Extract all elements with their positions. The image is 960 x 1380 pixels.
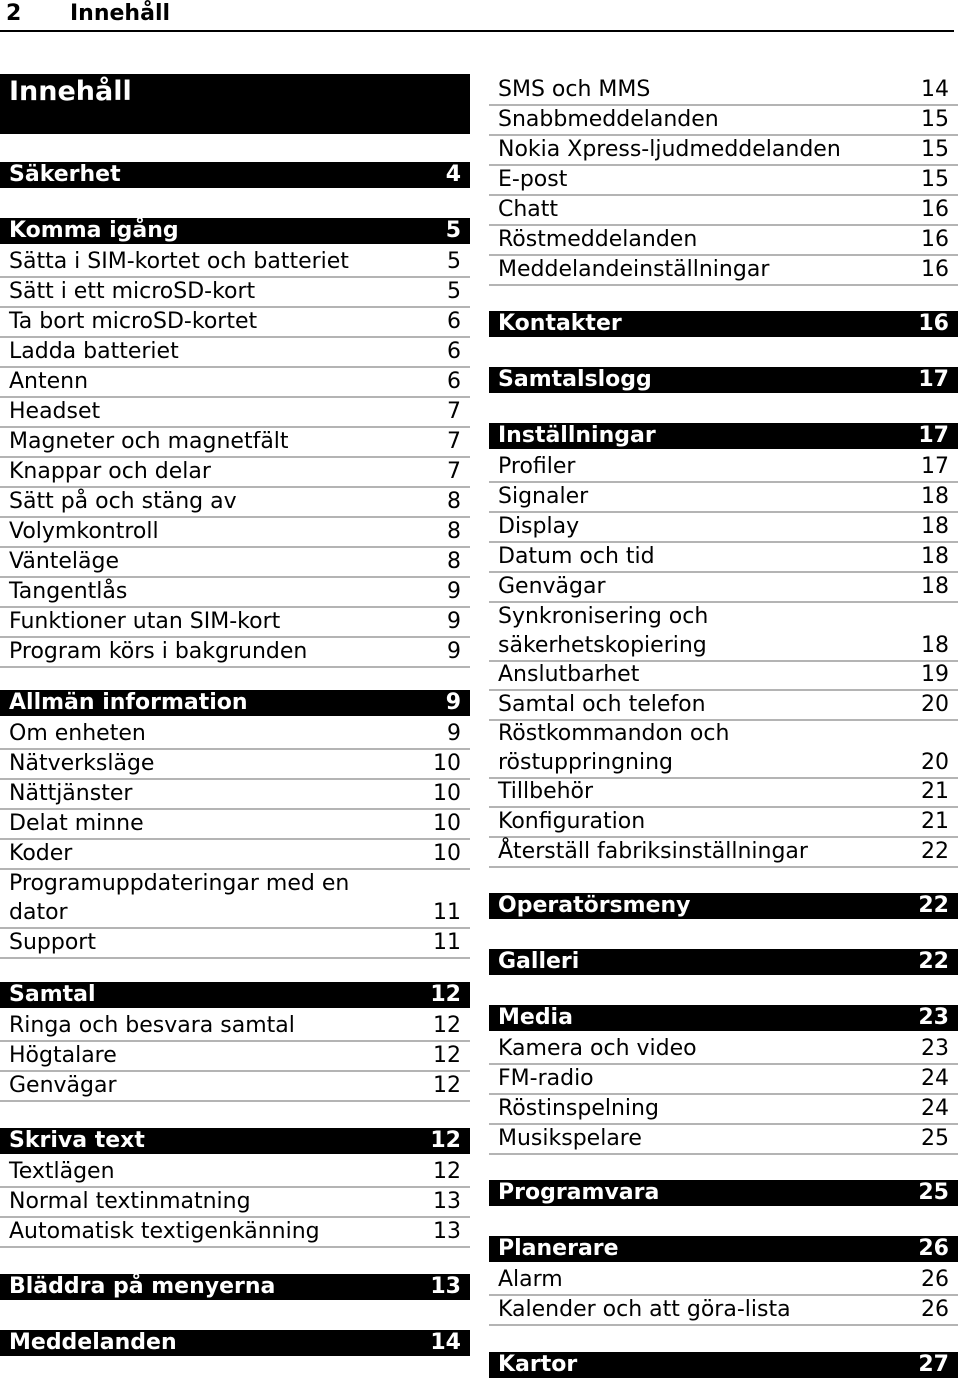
toc-entry <box>0 488 470 518</box>
toc-page-number: 13 <box>430 1274 461 1299</box>
toc-page-number: 9 <box>445 690 461 715</box>
toc-page-number: 6 <box>447 309 461 334</box>
toc-section-label: Galleri <box>498 949 580 974</box>
toc-entry-label: Röstkommandon och röstuppringning <box>498 721 730 775</box>
toc-entry <box>489 808 958 838</box>
toc-entry-label: Programuppdateringar med en dator <box>9 871 350 925</box>
toc-entry <box>489 196 958 226</box>
toc-page-number: 26 <box>921 1267 949 1292</box>
toc-entry-label: SMS och MMS <box>498 77 651 102</box>
toc-entry-label: Återställ fabriksinställningar <box>498 839 808 864</box>
toc-page-number: 18 <box>921 574 949 599</box>
toc-page-number: 7 <box>447 459 461 484</box>
toc-section-label: Säkerhet <box>9 162 121 187</box>
toc-entry-label: Antenn <box>9 369 89 394</box>
toc-entry-label: E-post <box>498 167 568 192</box>
toc-page-number: 24 <box>921 1066 949 1091</box>
toc-page-number: 13 <box>433 1189 461 1214</box>
toc-page-number: 14 <box>430 1330 461 1355</box>
toc-page-number: 27 <box>918 1352 949 1377</box>
toc-section-label: Operatörsmeny <box>498 893 691 918</box>
toc-entry <box>489 661 958 691</box>
toc-section-heading <box>0 1330 470 1356</box>
toc-entry <box>0 278 470 308</box>
toc-entry <box>489 483 958 513</box>
toc-page-number: 12 <box>433 1013 461 1038</box>
toc-entry-label: Tangentlås <box>9 579 128 604</box>
toc-entry-label: Om enheten <box>9 721 146 746</box>
toc-entry-label: Magneter och magnetfält <box>9 429 289 454</box>
toc-entry-label: Sätta i SIM-kortet och batteriet <box>9 249 349 274</box>
toc-page-number: 19 <box>921 662 949 687</box>
toc-page-number: 20 <box>921 750 949 775</box>
toc-entry-label: Röstinspelning <box>498 1096 659 1121</box>
toc-entry <box>489 691 958 721</box>
toc-section-label: Media <box>498 1005 573 1030</box>
toc-section-heading <box>489 1005 958 1031</box>
toc-page-number: 8 <box>447 489 461 514</box>
toc-section-label: Samtalslogg <box>498 367 652 392</box>
toc-entry-label: Knappar och delar <box>9 459 211 484</box>
toc-page-number: 10 <box>433 841 461 866</box>
toc-title: Innehåll <box>0 74 470 134</box>
toc-entry <box>489 838 958 868</box>
toc-entry-label: Meddelandeinställningar <box>498 257 770 282</box>
toc-page-number: 7 <box>447 399 461 424</box>
toc-entry <box>0 870 470 929</box>
toc-entry <box>489 1035 958 1065</box>
toc-entry-label: Profiler <box>498 454 576 479</box>
toc-entry-label: Volymkontroll <box>9 519 159 544</box>
toc-entry-label: Chatt <box>498 197 559 222</box>
toc-section-heading <box>489 1352 958 1378</box>
toc-page-number: 15 <box>921 167 949 192</box>
page-header <box>0 0 954 32</box>
toc-entry <box>489 106 958 136</box>
toc-section-heading <box>0 1274 470 1300</box>
toc-page-number: 13 <box>433 1219 461 1244</box>
toc-page-number: 16 <box>918 311 949 336</box>
toc-entry <box>0 840 470 870</box>
toc-entry-label: Normal textinmatning <box>9 1189 251 1214</box>
toc-entry <box>0 608 470 638</box>
toc-entry <box>0 810 470 840</box>
toc-section-label: Kontakter <box>498 311 622 336</box>
header-title: Innehåll <box>70 1 171 26</box>
toc-section-label: Programvara <box>498 1180 660 1205</box>
toc-entry-label: Display <box>498 514 580 539</box>
toc-page-number: 9 <box>447 639 461 664</box>
toc-entry <box>0 1012 470 1042</box>
toc-page-number: 24 <box>921 1096 949 1121</box>
toc-page-number: 11 <box>433 930 461 955</box>
toc-page-number: 7 <box>447 429 461 454</box>
toc-entry-label: Kamera och video <box>498 1036 697 1061</box>
toc-entry-label: Datum och tid <box>498 544 655 569</box>
toc-entry <box>489 1125 958 1155</box>
toc-entry <box>0 1158 470 1188</box>
toc-entry-label: Funktioner utan SIM-kort <box>9 609 281 634</box>
toc-page-number: 14 <box>921 77 949 102</box>
toc-entry-label: Konfiguration <box>498 809 646 834</box>
toc-page-number: 9 <box>447 609 461 634</box>
toc-section-label: Inställningar <box>498 423 656 448</box>
toc-page-number: 17 <box>918 367 949 392</box>
toc-page-number: 16 <box>921 257 949 282</box>
toc-entry <box>489 778 958 808</box>
toc-entry-label: FM-radio <box>498 1066 594 1091</box>
toc-entry-label: Support <box>9 930 96 955</box>
toc-page-number: 9 <box>447 721 461 746</box>
toc-entry <box>0 638 470 668</box>
page-number: 2 <box>6 1 22 26</box>
toc-entry-label: Koder <box>9 841 73 866</box>
toc-entry-label: Sätt i ett microSD-kort <box>9 279 256 304</box>
toc-page-number: 18 <box>921 514 949 539</box>
toc-page-number: 21 <box>921 779 949 804</box>
toc-entry <box>489 543 958 573</box>
toc-entry-label: Vänteläge <box>9 549 120 574</box>
toc-entry <box>489 1065 958 1095</box>
toc-page-number: 8 <box>447 519 461 544</box>
toc-page-number: 25 <box>918 1180 949 1205</box>
toc-page-number: 18 <box>921 544 949 569</box>
toc-entry-label: Nättjänster <box>9 781 133 806</box>
toc-entry <box>489 136 958 166</box>
toc-page-number: 9 <box>447 579 461 604</box>
toc-section-heading <box>489 893 958 919</box>
toc-page-number: 4 <box>445 162 461 187</box>
toc-entry-label: Synkronisering och säkerhetskopiering <box>498 604 709 658</box>
toc-section-heading <box>489 1236 958 1262</box>
toc-page-number: 15 <box>921 107 949 132</box>
toc-page-number: 5 <box>447 249 461 274</box>
toc-entry <box>0 428 470 458</box>
toc-entry-label: Sätt på och stäng av <box>9 489 237 514</box>
toc-entry <box>0 1218 470 1248</box>
toc-entry <box>489 720 958 779</box>
toc-page-number: 6 <box>447 369 461 394</box>
toc-section-label: Samtal <box>9 982 96 1007</box>
toc-section-heading <box>0 982 470 1008</box>
toc-entry <box>0 1072 470 1102</box>
toc-page-number: 6 <box>447 339 461 364</box>
toc-section-label: Kartor <box>498 1352 578 1377</box>
toc-section-label: Komma igång <box>9 218 179 243</box>
toc-page-number: 26 <box>921 1297 949 1322</box>
toc-entry <box>0 1042 470 1072</box>
toc-entry <box>0 1188 470 1218</box>
toc-entry-label: Automatisk textigenkänning <box>9 1219 320 1244</box>
toc-entry-label: Ta bort microSD-kortet <box>9 309 258 334</box>
toc-entry-label: Signaler <box>498 484 589 509</box>
toc-entry <box>0 338 470 368</box>
toc-section-heading <box>0 690 470 716</box>
toc-entry-label: Tillbehör <box>498 779 594 804</box>
toc-page-number: 18 <box>921 484 949 509</box>
toc-section-label: Skriva text <box>9 1128 145 1153</box>
toc-page-number: 23 <box>918 1005 949 1030</box>
toc-entry <box>489 573 958 603</box>
toc-section-heading <box>489 423 958 449</box>
toc-entry <box>0 780 470 810</box>
toc-entry-label: Headset <box>9 399 101 424</box>
toc-page-number: 12 <box>433 1159 461 1184</box>
toc-section-heading <box>0 1128 470 1154</box>
toc-entry-label: Alarm <box>498 1267 563 1292</box>
toc-entry-label: Ladda batteriet <box>9 339 179 364</box>
toc-page-number: 8 <box>447 549 461 574</box>
toc-page-number: 22 <box>918 949 949 974</box>
toc-entry <box>489 226 958 256</box>
toc-entry-label: Genvägar <box>498 574 606 599</box>
toc-section-heading <box>489 949 958 975</box>
toc-entry <box>489 256 958 286</box>
toc-page-number: 10 <box>433 811 461 836</box>
toc-entry-label: Samtal och telefon <box>498 692 706 717</box>
toc-page-number: 21 <box>921 809 949 834</box>
toc-entry <box>0 308 470 338</box>
toc-page-number: 26 <box>918 1236 949 1261</box>
toc-page-number: 22 <box>921 839 949 864</box>
toc-section-heading <box>489 367 958 393</box>
toc-entry <box>0 368 470 398</box>
toc-page-number: 12 <box>433 1043 461 1068</box>
toc-page-number: 22 <box>918 893 949 918</box>
toc-section-heading <box>489 311 958 337</box>
toc-section-label: Planerare <box>498 1236 619 1261</box>
toc-entry-label: Kalender och att göra-lista <box>498 1297 791 1322</box>
toc-section-label: Meddelanden <box>9 1330 177 1355</box>
toc-page-number: 10 <box>433 781 461 806</box>
toc-page-number: 5 <box>447 279 461 304</box>
toc-entry <box>489 1095 958 1125</box>
toc-entry <box>0 750 470 780</box>
toc-page-number: 17 <box>921 454 949 479</box>
toc-entry <box>0 248 470 278</box>
toc-entry <box>0 720 470 750</box>
toc-entry <box>489 76 958 106</box>
toc-entry-label: Program körs i bakgrunden <box>9 639 308 664</box>
toc-entry <box>0 929 470 959</box>
toc-page-number: 12 <box>430 1128 461 1153</box>
toc-section-heading <box>489 1180 958 1206</box>
toc-entry-label: Röstmeddelanden <box>498 227 698 252</box>
toc-page-number: 16 <box>921 197 949 222</box>
toc-entry <box>0 578 470 608</box>
toc-entry <box>0 398 470 428</box>
toc-page-number: 10 <box>433 751 461 776</box>
toc-page-number: 11 <box>433 900 461 925</box>
toc-entry <box>489 453 958 483</box>
toc-entry <box>489 1266 958 1296</box>
toc-section-heading <box>0 162 470 188</box>
toc-page-number: 25 <box>921 1126 949 1151</box>
toc-entry-label: Snabbmeddelanden <box>498 107 719 132</box>
toc-section-heading <box>0 218 470 244</box>
toc-page-number: 5 <box>445 218 461 243</box>
toc-page-number: 12 <box>430 982 461 1007</box>
toc-entry-label: Högtalare <box>9 1043 117 1068</box>
toc-entry <box>489 603 958 662</box>
toc-entry <box>0 458 470 488</box>
toc-entry-label: Anslutbarhet <box>498 662 640 687</box>
toc-page-number: 12 <box>433 1073 461 1098</box>
toc-page-number: 23 <box>921 1036 949 1061</box>
toc-entry-label: Musikspelare <box>498 1126 642 1151</box>
toc-entry <box>489 513 958 543</box>
toc-page-number: 15 <box>921 137 949 162</box>
toc-entry-label: Delat minne <box>9 811 144 836</box>
toc-page-number: 16 <box>921 227 949 252</box>
toc-entry-label: Nätverksläge <box>9 751 155 776</box>
toc-entry-label: Nokia Xpress-ljudmeddelanden <box>498 137 841 162</box>
toc-page-number: 18 <box>921 633 949 658</box>
toc-page-number: 17 <box>918 423 949 448</box>
toc-section-label: Allmän information <box>9 690 248 715</box>
toc-entry <box>489 166 958 196</box>
toc-entry <box>0 518 470 548</box>
toc-entry-label: Ringa och besvara samtal <box>9 1013 295 1038</box>
toc-entry <box>0 548 470 578</box>
toc-page-number: 20 <box>921 692 949 717</box>
toc-section-label: Bläddra på menyerna <box>9 1274 276 1299</box>
toc-entry <box>489 1296 958 1326</box>
toc-entry-label: Textlägen <box>9 1159 115 1184</box>
toc-entry-label: Genvägar <box>9 1073 117 1098</box>
